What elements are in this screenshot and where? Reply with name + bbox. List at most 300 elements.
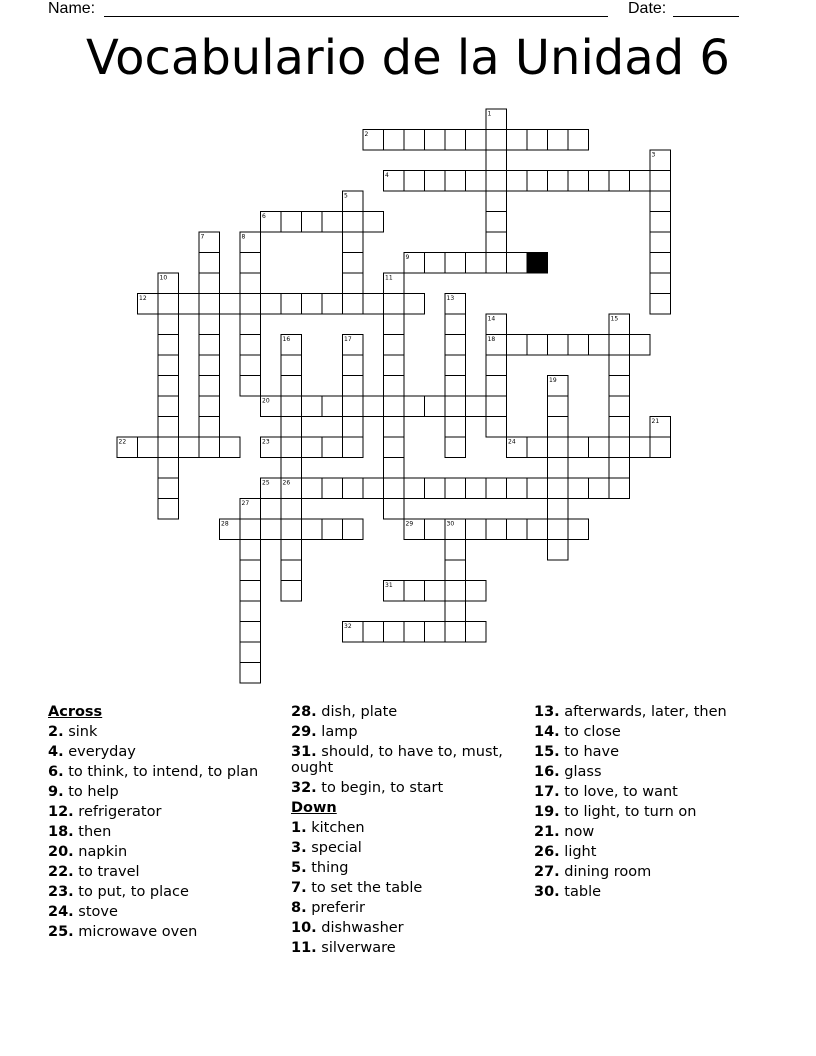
crossword-cell[interactable]: [158, 294, 179, 315]
clue-number: 27.: [534, 864, 560, 880]
crossword-cell[interactable]: [240, 314, 261, 335]
clue-text: to have: [559, 744, 620, 760]
clue-number: 6.: [48, 764, 64, 780]
crossword-cell[interactable]: [343, 396, 364, 417]
crossword-cell[interactable]: [445, 601, 466, 622]
crossword-cell[interactable]: [240, 642, 261, 663]
down-heading: Down: [291, 800, 337, 816]
crossword-cell[interactable]: [158, 499, 179, 520]
crossword-cell[interactable]: [240, 581, 261, 602]
clue-item: [48, 822, 283, 842]
clue-item: [291, 918, 526, 938]
crossword-cell[interactable]: [589, 478, 610, 499]
crossword-cell[interactable]: [281, 355, 302, 376]
crossword-cell[interactable]: [445, 314, 466, 335]
crossword-cell[interactable]: [609, 355, 630, 376]
crossword-cell[interactable]: [466, 171, 487, 192]
crossword-cell[interactable]: [507, 335, 528, 356]
crossword-cell[interactable]: [527, 335, 548, 356]
clue-text: lamp: [316, 724, 358, 740]
crossword-cell[interactable]: [240, 335, 261, 356]
crossword-cell[interactable]: [158, 478, 179, 499]
crossword-cell[interactable]: [158, 458, 179, 479]
crossword-cell[interactable]: [486, 376, 507, 397]
crossword-cell[interactable]: [158, 437, 179, 458]
crossword-cell[interactable]: [466, 581, 487, 602]
clue-text: light: [559, 844, 597, 860]
crossword-cell[interactable]: [425, 478, 446, 499]
crossword-cell[interactable]: [384, 437, 405, 458]
crossword-cell[interactable]: [240, 519, 261, 540]
crossword-cell[interactable]: [343, 478, 364, 499]
clue-number: 15.: [534, 744, 560, 760]
crossword-cell[interactable]: [486, 171, 507, 192]
crossword-cell[interactable]: [425, 253, 446, 274]
clue-item: [48, 722, 283, 742]
clue-item: [48, 922, 283, 942]
crossword-cell[interactable]: [343, 437, 364, 458]
crossword-cell[interactable]: [650, 212, 671, 233]
crossword-cell[interactable]: [179, 294, 200, 315]
crossword-cell[interactable]: [445, 560, 466, 581]
crossword-cell[interactable]: [240, 355, 261, 376]
cell-number: 11: [385, 274, 393, 282]
cell-number: 6: [262, 213, 266, 220]
crossword-cell[interactable]: [630, 437, 651, 458]
clues-column-2: [291, 702, 526, 958]
crossword-cell[interactable]: [199, 335, 220, 356]
crossword-cell[interactable]: [425, 622, 446, 643]
crossword-cell[interactable]: [404, 622, 425, 643]
crossword-cell[interactable]: [486, 417, 507, 438]
crossword-cell[interactable]: [158, 396, 179, 417]
crossword-cell[interactable]: [568, 335, 589, 356]
crossword-cell[interactable]: [343, 294, 364, 315]
crossword-cell[interactable]: [445, 130, 466, 151]
crossword-cell[interactable]: [568, 519, 589, 540]
clue-item: [48, 862, 283, 882]
page-title: Vocabulario de la Unidad 6: [86, 30, 730, 86]
clue-number: 8.: [291, 900, 307, 916]
crossword-cell[interactable]: [404, 171, 425, 192]
clue-item: [534, 802, 769, 822]
crossword-cell[interactable]: [486, 396, 507, 417]
clue-item: [291, 702, 526, 722]
clue-text: silverware: [316, 940, 396, 956]
crossword-cell[interactable]: [302, 396, 323, 417]
cell-number: 12: [139, 295, 147, 302]
crossword-cell[interactable]: [486, 130, 507, 151]
crossword-cell[interactable]: [589, 437, 610, 458]
crossword-cell[interactable]: [609, 376, 630, 397]
crossword-cell[interactable]: [548, 396, 569, 417]
crossword-cell[interactable]: [445, 171, 466, 192]
clue-text: preferir: [306, 900, 365, 916]
crossword-cell[interactable]: [343, 355, 364, 376]
crossword-cell[interactable]: [322, 478, 343, 499]
crossword-cell[interactable]: [548, 417, 569, 438]
crossword-cell[interactable]: [609, 171, 630, 192]
crossword-cell[interactable]: [425, 396, 446, 417]
clue-text: to love, to want: [559, 784, 678, 800]
crossword-cell[interactable]: [384, 622, 405, 643]
crossword-cell[interactable]: [384, 458, 405, 479]
crossword-cell[interactable]: [322, 396, 343, 417]
crossword-cell[interactable]: [281, 376, 302, 397]
crossword-cell[interactable]: [548, 458, 569, 479]
clue-number: 30.: [534, 884, 560, 900]
crossword-cell[interactable]: [302, 437, 323, 458]
crossword-cell[interactable]: [404, 396, 425, 417]
crossword-cell[interactable]: [302, 519, 323, 540]
crossword-cell[interactable]: [609, 335, 630, 356]
crossword-cell[interactable]: [507, 253, 528, 274]
crossword-cell[interactable]: [650, 273, 671, 294]
clue-number: 11.: [291, 940, 317, 956]
clue-number: 20.: [48, 844, 74, 860]
crossword-cell[interactable]: [445, 478, 466, 499]
cell-number: 21: [651, 418, 660, 425]
cell-number: 26: [282, 479, 291, 487]
crossword-cell[interactable]: [363, 294, 384, 315]
clue-item: [534, 782, 769, 802]
crossword-cell[interactable]: [384, 355, 405, 376]
crossword-cell[interactable]: [199, 294, 220, 315]
cell-number: 2: [364, 131, 369, 138]
crossword-cell[interactable]: [240, 540, 261, 561]
crossword-cell[interactable]: [650, 171, 671, 192]
crossword-cell[interactable]: [548, 437, 569, 458]
crossword-cell[interactable]: [548, 335, 569, 356]
crossword-cell[interactable]: [486, 150, 507, 171]
cell-number: 13: [446, 295, 455, 302]
crossword-cell[interactable]: [363, 396, 384, 417]
crossword-cell[interactable]: [527, 130, 548, 151]
crossword-cell[interactable]: [322, 212, 343, 233]
crossword-cell[interactable]: [343, 417, 364, 438]
crossword-cell[interactable]: [445, 622, 466, 643]
clue-item: [291, 818, 526, 838]
crossword-cell[interactable]: [281, 417, 302, 438]
clue-item: [534, 722, 769, 742]
crossword-cell[interactable]: [486, 253, 507, 274]
clue-text: afterwards, later, then: [559, 704, 727, 720]
clue-item: [48, 882, 283, 902]
crossword-cell[interactable]: [568, 437, 589, 458]
cell-number: 23: [262, 438, 270, 446]
crossword-cell[interactable]: [220, 437, 241, 458]
crossword-cell[interactable]: [322, 294, 343, 315]
crossword-cell[interactable]: [507, 171, 528, 192]
crossword-cell[interactable]: [609, 458, 630, 479]
clue-text: thing: [306, 860, 349, 876]
clue-text: to put, to place: [73, 884, 189, 900]
clue-text: special: [306, 840, 362, 856]
crossword-cell[interactable]: [384, 376, 405, 397]
crossword-cell[interactable]: [527, 519, 548, 540]
crossword-cell[interactable]: [384, 130, 405, 151]
clue-number: 28.: [291, 704, 317, 720]
crossword-cell[interactable]: [548, 519, 569, 540]
cell-number: 9: [405, 254, 410, 261]
crossword-cell[interactable]: [343, 212, 364, 233]
clue-item: [291, 838, 526, 858]
crossword-cell[interactable]: [609, 478, 630, 499]
cell-number: 10: [159, 274, 168, 282]
crossword-cell[interactable]: [302, 294, 323, 315]
crossword-cell[interactable]: [281, 499, 302, 520]
crossword-cell[interactable]: [507, 519, 528, 540]
crossword-cell[interactable]: [445, 396, 466, 417]
clue-text: to close: [559, 724, 621, 740]
crossword-cell[interactable]: [199, 355, 220, 376]
crossword-cell[interactable]: [548, 499, 569, 520]
crossword-cell[interactable]: [384, 478, 405, 499]
crossword-cell[interactable]: [466, 519, 487, 540]
crossword-cell[interactable]: [384, 335, 405, 356]
crossword-cell[interactable]: [568, 478, 589, 499]
crossword-cell[interactable]: [343, 232, 364, 253]
crossword-cell[interactable]: [384, 314, 405, 335]
clue-item: [534, 742, 769, 762]
clue-text: dish, plate: [316, 704, 398, 720]
crossword-cell[interactable]: [240, 560, 261, 581]
clue-item: [291, 858, 526, 878]
date-label: Date:: [628, 0, 667, 17]
clue-text: table: [559, 884, 602, 900]
crossword-cell[interactable]: [281, 560, 302, 581]
clue-item: [534, 842, 769, 862]
crossword-cell[interactable]: [486, 191, 507, 212]
crossword-cell[interactable]: [445, 581, 466, 602]
crossword-cell[interactable]: [343, 273, 364, 294]
crossword-cell[interactable]: [281, 396, 302, 417]
clue-item: [291, 742, 526, 778]
crossword-cell[interactable]: [199, 417, 220, 438]
clue-text: to help: [63, 784, 119, 800]
crossword-cell[interactable]: [240, 663, 261, 684]
crossword-cell[interactable]: [158, 335, 179, 356]
crossword-cell[interactable]: [384, 396, 405, 417]
crossword-cell[interactable]: [527, 478, 548, 499]
crossword-cell[interactable]: [486, 212, 507, 233]
cell-number: 20: [262, 397, 270, 405]
crossword-cell[interactable]: [240, 294, 261, 315]
down-clue-list: [291, 818, 526, 958]
clue-item: [48, 802, 283, 822]
crossword-cell[interactable]: [240, 253, 261, 274]
crossword-cell[interactable]: [261, 519, 282, 540]
crossword-cell[interactable]: [343, 519, 364, 540]
clue-text: glass: [559, 764, 602, 780]
clue-number: 24.: [48, 904, 74, 920]
clue-item: [48, 902, 283, 922]
clue-number: 17.: [534, 784, 560, 800]
crossword-cell[interactable]: [445, 376, 466, 397]
crossword-cell[interactable]: [199, 396, 220, 417]
crossword-cell[interactable]: [199, 314, 220, 335]
crossword-cell[interactable]: [384, 294, 405, 315]
crossword-cell[interactable]: [199, 273, 220, 294]
clue-number: 9.: [48, 784, 64, 800]
crossword-cell[interactable]: [507, 478, 528, 499]
crossword-cell[interactable]: [343, 253, 364, 274]
crossword-cell[interactable]: [445, 335, 466, 356]
crossword-cell[interactable]: [466, 396, 487, 417]
crossword-cell[interactable]: [548, 130, 569, 151]
clue-text: microwave oven: [73, 924, 198, 940]
clue-number: 5.: [291, 860, 307, 876]
crossword-cell[interactable]: [158, 314, 179, 335]
crossword-cell[interactable]: [548, 171, 569, 192]
crossword-cell[interactable]: [302, 212, 323, 233]
cell-number: 30: [446, 520, 455, 528]
crossword-cell[interactable]: [425, 171, 446, 192]
clue-number: 21.: [534, 824, 560, 840]
crossword-cell[interactable]: [486, 478, 507, 499]
crossword-cell[interactable]: [281, 458, 302, 479]
crossword-cell[interactable]: [466, 622, 487, 643]
crossword-cell[interactable]: [568, 171, 589, 192]
crossword-cell[interactable]: [425, 519, 446, 540]
black-cell: [527, 253, 548, 274]
crossword-cell[interactable]: [527, 171, 548, 192]
crossword-cell[interactable]: [630, 335, 651, 356]
crossword-cell[interactable]: [404, 130, 425, 151]
crossword-cell[interactable]: [650, 191, 671, 212]
cell-number: 18: [487, 336, 496, 343]
crossword-cell[interactable]: [404, 294, 425, 315]
crossword-cell[interactable]: [179, 437, 200, 458]
cell-number: 32: [344, 623, 352, 630]
clue-number: 16.: [534, 764, 560, 780]
crossword-cell[interactable]: [445, 355, 466, 376]
clue-text: to travel: [73, 864, 140, 880]
crossword-cell[interactable]: [466, 253, 487, 274]
crossword-cell[interactable]: [240, 376, 261, 397]
crossword-cell[interactable]: [445, 417, 466, 438]
clue-number: 3.: [291, 840, 307, 856]
cell-number: 19: [549, 377, 557, 384]
crossword-cell[interactable]: [609, 417, 630, 438]
crossword-cell[interactable]: [281, 581, 302, 602]
clue-number: 12.: [48, 804, 74, 820]
crossword-cell[interactable]: [486, 355, 507, 376]
cell-number: 3: [651, 151, 656, 159]
crossword-cell[interactable]: [281, 437, 302, 458]
clue-text: then: [73, 824, 112, 840]
cell-number: 25: [262, 479, 270, 487]
crossword-cell[interactable]: [302, 478, 323, 499]
crossword-cell[interactable]: [240, 622, 261, 643]
crossword-cell[interactable]: [404, 478, 425, 499]
crossword-cell[interactable]: [384, 417, 405, 438]
crossword-cell[interactable]: [466, 478, 487, 499]
crossword-cell[interactable]: [158, 417, 179, 438]
clues-column-1: [48, 702, 283, 942]
crossword-cell[interactable]: [548, 540, 569, 561]
crossword-cell[interactable]: [609, 396, 630, 417]
clue-number: 22.: [48, 864, 74, 880]
crossword-cell[interactable]: [240, 601, 261, 622]
clues-column-3: [534, 702, 769, 902]
clue-text: to set the table: [306, 880, 423, 896]
crossword-cell[interactable]: [568, 130, 589, 151]
crossword-cell[interactable]: [384, 499, 405, 520]
crossword-cell[interactable]: [425, 581, 446, 602]
crossword-cell[interactable]: [425, 130, 446, 151]
clue-text: kitchen: [306, 820, 365, 836]
crossword-cell[interactable]: [650, 294, 671, 315]
clue-text: everyday: [63, 744, 136, 760]
crossword-cell[interactable]: [343, 376, 364, 397]
clue-number: 26.: [534, 844, 560, 860]
crossword-cell[interactable]: [240, 273, 261, 294]
clue-item: [534, 882, 769, 902]
crossword-cell[interactable]: [158, 355, 179, 376]
crossword-cell[interactable]: [466, 130, 487, 151]
crossword-cell[interactable]: [650, 253, 671, 274]
crossword-cell[interactable]: [589, 171, 610, 192]
cell-number: 16: [282, 336, 291, 343]
crossword-cell[interactable]: [486, 519, 507, 540]
crossword-cell[interactable]: [609, 437, 630, 458]
crossword-cell[interactable]: [322, 519, 343, 540]
clue-number: 23.: [48, 884, 74, 900]
crossword-cell[interactable]: [507, 130, 528, 151]
crossword-cell[interactable]: [589, 335, 610, 356]
cell-number: 1: [487, 110, 492, 118]
crossword-cell[interactable]: [527, 437, 548, 458]
crossword-cell[interactable]: [445, 437, 466, 458]
crossword-cell[interactable]: [199, 253, 220, 274]
crossword-cell[interactable]: [220, 294, 241, 315]
crossword-cell[interactable]: [158, 376, 179, 397]
cell-number: 29: [405, 520, 414, 528]
crossword-cell[interactable]: [445, 253, 466, 274]
clue-text: should, to have to, must, ought: [291, 744, 503, 776]
cell-number: 28: [221, 520, 229, 528]
crossword-cell[interactable]: [363, 622, 384, 643]
crossword-cell[interactable]: [281, 212, 302, 233]
crossword-cell[interactable]: [445, 540, 466, 561]
cell-number: 5: [344, 192, 348, 200]
crossword-cell[interactable]: [261, 294, 282, 315]
crossword-cell[interactable]: [404, 581, 425, 602]
crossword-cell[interactable]: [363, 212, 384, 233]
clue-item: [48, 782, 283, 802]
clue-item: [291, 778, 526, 798]
clue-item: [291, 898, 526, 918]
crossword-cell[interactable]: [138, 437, 159, 458]
crossword-cell[interactable]: [363, 478, 384, 499]
clue-item: [291, 722, 526, 742]
crossword-cell[interactable]: [199, 437, 220, 458]
crossword-cell[interactable]: [199, 376, 220, 397]
crossword-cell[interactable]: [281, 540, 302, 561]
crossword-cell[interactable]: [548, 478, 569, 499]
clue-number: 1.: [291, 820, 307, 836]
crossword-cell[interactable]: [650, 232, 671, 253]
crossword-cell[interactable]: [281, 519, 302, 540]
crossword-cell[interactable]: [650, 437, 671, 458]
crossword-cell[interactable]: [281, 294, 302, 315]
cell-number: 31: [385, 582, 393, 589]
crossword-cell[interactable]: [322, 437, 343, 458]
crossword-cell[interactable]: [630, 171, 651, 192]
clue-number: 29.: [291, 724, 317, 740]
crossword-cell[interactable]: [486, 232, 507, 253]
